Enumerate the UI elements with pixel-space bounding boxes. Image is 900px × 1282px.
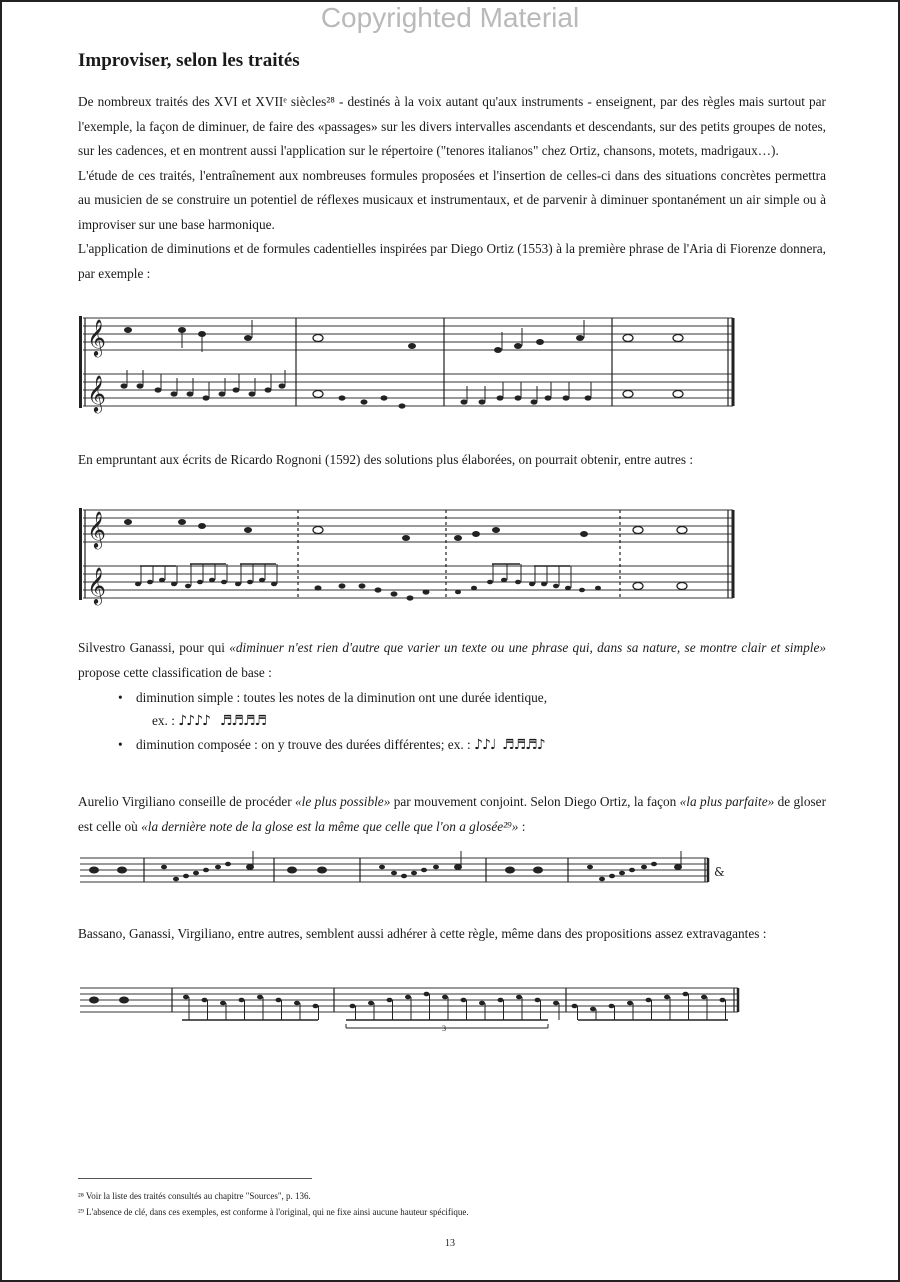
note-head [720,998,726,1003]
glose-example-score [78,846,743,901]
note-head [479,1001,485,1006]
footnote-29: ²⁹ L'absence de clé, dans ces exemples, est conforme à l'original, qui ne fixe ainsi aucune hauteur spécifique. [78,1207,469,1217]
section-heading: Improviser, selon les traités [78,50,300,71]
diminution-types-list [118,686,838,757]
virgiliano-text: Aurelio Virgiliano conseille de procéder «le plus possible» par mouvement conjoint. Selon Diego Ortiz, la façon «la plus parfaite» de gloser est celle où «la dernière note de la glose est la même que celle que l'on a glosée²⁹» : [78,794,826,834]
rhythm-example: ♪♪♪♪ [178,713,210,729]
note-head [498,998,504,1003]
rhythm-example: ♬♬♬♬ [219,713,267,729]
intro-paragraph-2: L'étude de ces traités, l'entraînement aux nombreuses formules proposées et l'insertion de celles-ci dans des situations concrètes permettra au musicien de se construire un potentiel de réflexes musicaux et instrumentaux, et de parvenir à diminuer spontanément un air simple ou à improviser sur une base harmonique. [78,167,826,232]
rhythm-example: ♪♪♩ [474,737,496,753]
intro-paragraph-1: De nombreux traités des XVI et XVIIᵉ siècles²⁸ - destinés à la voix autant qu'aux instruments - enseignent, par des règles mais surtout par l'exemple, la façon de diminuer, de faire des «passages» sur les divers intervalles ascendants et descendants, sur des petits groupes de notes, sur les cadences, et en montrent aussi l'application sur le répertoire ("tenores italianos" chez Ortiz, chansons, motets, madrigaux…). [78,94,826,158]
note-head [664,995,670,1000]
note-head [294,1001,300,1006]
note-head [350,1004,356,1009]
note-head [239,998,245,1003]
list-item: • diminution simple : toutes les notes de la diminution ont une durée identique, ex. : ♪♪♪♪ ♬♬♬♬ [118,686,838,733]
intro-paragraph-3: L'application de diminutions et de formules cadentielles inspirées par Diego Ortiz (1553) à la première phrase de l'Aria di Fiorenze donnera, par exemple : [78,241,826,281]
list-item: • diminution composée : on y trouve des durées différentes; ex. : ♪♪♩ ♬♬♬♪ [118,733,838,757]
note-head [535,998,541,1003]
ortiz-example-score [78,310,743,415]
note-head [202,998,208,1003]
note-head [627,1001,633,1006]
extravagant-example-score [78,976,743,1036]
svg-text:𝄞: 𝄞 [87,566,106,604]
note-head [276,998,282,1003]
rhythm-example: ♬♬♬♪ [502,737,545,753]
rognoni-text: En empruntant aux écrits de Ricardo Rognoni (1592) des solutions plus élaborées, on pourrait obtenir, entre autres : [78,452,694,467]
note-head [424,992,430,997]
bassano-text: Bassano, Ganassi, Virgiliano, entre autres, semblent aussi adhérer à cette règle, même dans des propositions assez extravagantes : [78,926,767,941]
note-head [387,998,393,1003]
note-head [368,1001,374,1006]
footnote-rule [78,1178,312,1179]
rognoni-example-score [78,502,743,607]
svg-text:𝄞: 𝄞 [87,510,106,548]
svg-text:3: 3 [442,1024,446,1033]
ganassi-text: Silvestro Ganassi, pour qui «diminuer n'est rien d'autre que varier un texte ou une phrase qui, dans sa nature, se montre clair et simple» propose cette classification de base : [78,640,826,680]
note-head [572,1004,578,1009]
page-number: 13 [445,1238,455,1249]
note-head [553,1001,559,1006]
intro-text [78,90,826,286]
copyright-watermark: Copyrighted Material [320,2,580,33]
note-head [461,998,467,1003]
svg-text:𝄞: 𝄞 [87,318,106,356]
note-head [442,995,448,1000]
svg-text:𝄞: 𝄞 [87,374,106,412]
footnote-28: ²⁸ Voir la liste des traités consultés au chapitre "Sources", p. 136. [78,1191,311,1201]
note-head [183,995,189,1000]
note-head [313,1004,319,1009]
note-head [609,1004,615,1009]
note-head [516,995,522,1000]
note-head [220,1001,226,1006]
note-head [590,1007,596,1012]
note-head [257,995,263,1000]
note-head [405,995,411,1000]
note-head [646,998,652,1003]
note-head [701,995,707,1000]
note-head [683,992,689,997]
svg-text:&: & [714,865,725,879]
